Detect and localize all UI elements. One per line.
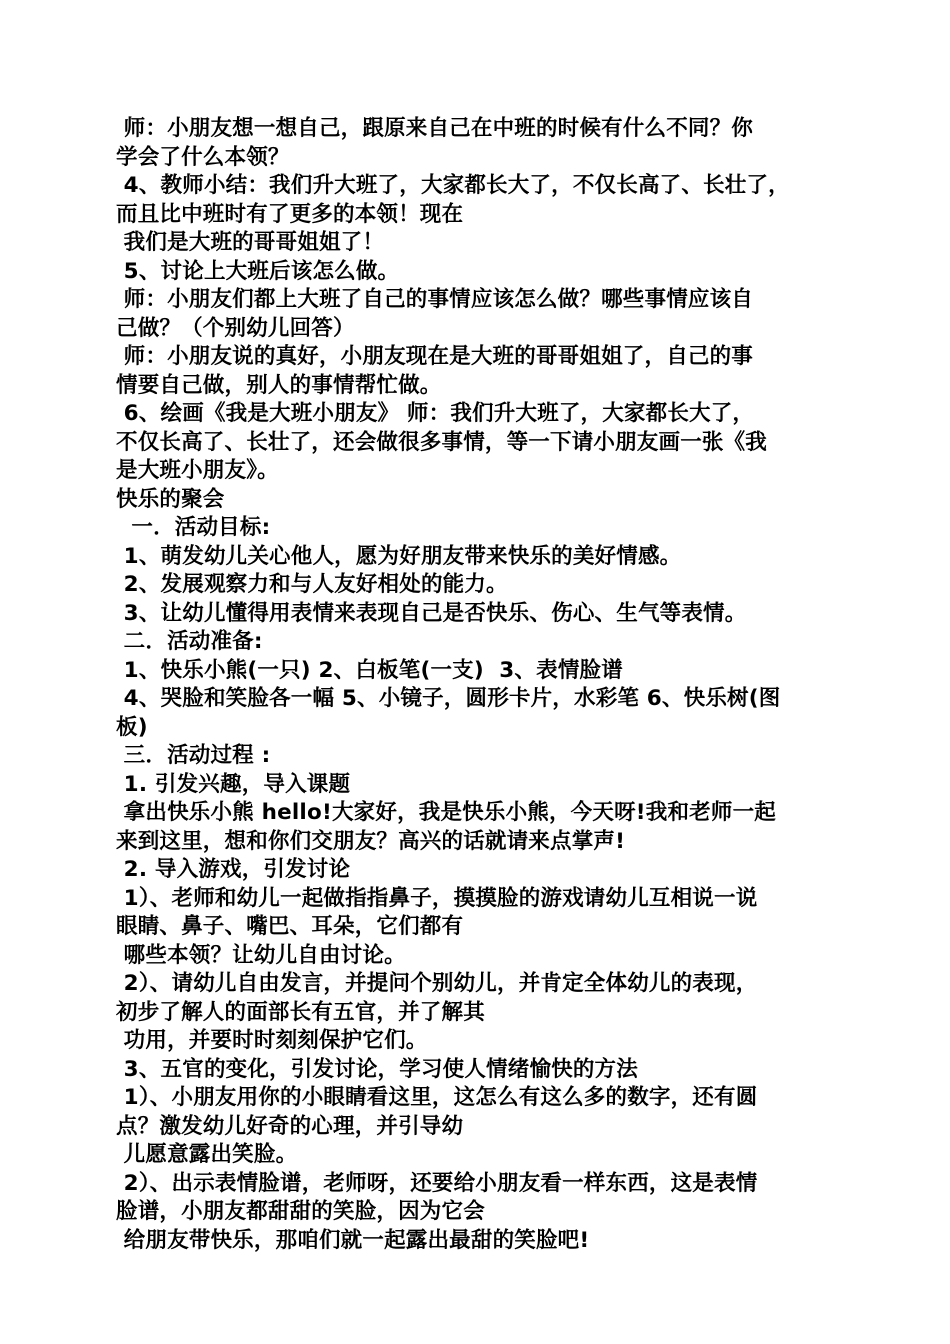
document-body [116, 115, 846, 1255]
text-line: 3、让幼儿懂得用表情来表现自己是否快乐、伤心、生气等表情。 [116, 600, 747, 626]
text-line: 1、萌发幼儿关心他人，愿为好朋友带来快乐的美好情感。 [116, 543, 682, 569]
text-line: 1）、小朋友用你的小眼睛看这里，这怎么有这么多的数字，还有圆 [116, 1085, 758, 1110]
text-line: 功用，并要时时刻刻保护它们。 [116, 1028, 428, 1053]
text-line: 儿愿意露出笑脸。 [116, 1142, 298, 1167]
text-line: 2. 导入游戏，引发讨论 [116, 857, 351, 882]
text-line: 哪些本领？让幼儿自由讨论。 [116, 942, 406, 968]
text-line: 4、哭脸和笑脸各一幅 5、小镜子，圆形卡片，水彩笔 6、快乐树(图 [116, 686, 781, 711]
text-line: 脸谱，小朋友都甜甜的笑脸，因为它会 [116, 1199, 485, 1224]
text-line: 学会了什么本领？ [116, 144, 290, 170]
text-line: 点？激发幼儿好奇的心理，并引导幼 [116, 1113, 464, 1139]
text-line: 1）、老师和幼儿一起做指指鼻子，摸摸脸的游戏请幼儿互相说一说 [116, 885, 758, 911]
text-line: 师：小朋友们都上大班了自己的事情应该怎么做？哪些事情应该自 [116, 287, 753, 312]
text-line: 一．活动目标: [116, 515, 271, 540]
text-line: 来到这里，想和你们交朋友？高兴的话就请来点掌声! [116, 828, 626, 854]
text-line: 三．活动过程 : [116, 743, 271, 768]
text-line: 情要自己做，别人的事情帮忙做。 [116, 372, 442, 398]
text-line: 快乐的聚会 [116, 486, 225, 512]
text-line: 初步了解人的面部长有五官，并了解其 [116, 999, 485, 1025]
text-line: 眼睛、鼻子、嘴巴、耳朵，它们都有 [116, 914, 464, 939]
text-line: 是大班小朋友》。 [116, 458, 279, 483]
text-line: 师：小朋友说的真好，小朋友现在是大班的哥哥姐姐了，自己的事 [116, 344, 753, 369]
text-line: 3、五官的变化，引发讨论，学习使人情绪愉快的方法 [116, 1056, 638, 1082]
text-line: 1、快乐小熊(一只) 2、白板笔(一支) 3、表情脸谱 [116, 657, 623, 683]
text-line: 2）、请幼儿自由发言，并提问个别幼儿，并肯定全体幼儿的表现， [116, 971, 758, 996]
text-line: 二．活动准备: [116, 629, 263, 654]
text-line: 我们是大班的哥哥姐姐了！ [116, 230, 385, 255]
text-line: 2）、出示表情脸谱，老师呀，还要给小朋友看一样东西，这是表情 [116, 1170, 758, 1196]
text-line: 己做？（个别幼儿回答） [116, 315, 355, 341]
text-line: 拿出快乐小熊 hello!大家好，我是快乐小熊，今天呀!我和老师一起 [116, 800, 776, 825]
text-line: 师：小朋友想一想自己，跟原来自己在中班的时候有什么不同？你 [116, 116, 753, 141]
text-line: 6、绘画《我是大班小朋友》 师：我们升大班了，大家都长大了， [116, 401, 755, 426]
text-line: 而且比中班时有了更多的本领！现在 [116, 201, 464, 227]
text-line: 5、讨论上大班后该怎么做。 [116, 258, 400, 284]
text-line: 4、教师小结：我们升大班了，大家都长大了，不仅长高了、长壮了， [116, 173, 790, 198]
text-line: 1. 引发兴趣，导入课题 [116, 771, 351, 797]
text-line: 不仅长高了、长壮了，还会做很多事情，等一下请小朋友画一张《我 [116, 429, 768, 455]
text-line: 给朋友带快乐，那咱们就一起露出最甜的笑脸吧! [116, 1227, 590, 1253]
text-line: 2、发展观察力和与人友好相处的能力。 [116, 572, 508, 597]
text-line: 板) [116, 714, 148, 740]
